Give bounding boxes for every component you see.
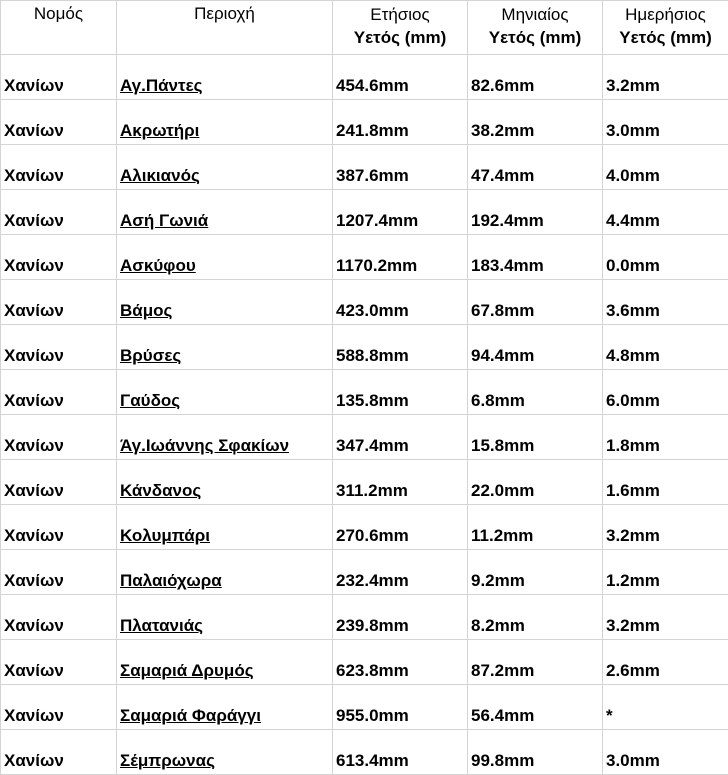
cell-etisios[interactable]: 423.0mm [333,280,468,325]
cell-etisios[interactable]: 270.6mm [333,505,468,550]
cell-nomos[interactable]: Χανίων [1,685,117,730]
cell-imerisios[interactable]: 1.2mm [603,550,728,595]
cell-etisios[interactable]: 232.4mm [333,550,468,595]
cell-miniaios[interactable]: 56.4mm [468,685,603,730]
cell-miniaios[interactable]: 6.8mm [468,370,603,415]
table-row [1,595,728,640]
cell-perioxi-link[interactable]: Αλικιανός [117,145,333,190]
header-imerisios[interactable]: Ημερήσιος [603,1,728,29]
cell-perioxi-link[interactable]: Αγ.Πάντες [117,55,333,100]
cell-imerisios[interactable]: 3.0mm [603,100,728,145]
cell-etisios[interactable]: 454.6mm [333,55,468,100]
cell-nomos[interactable]: Χανίων [1,595,117,640]
cell-perioxi-link[interactable]: Παλαιόχωρα [117,550,333,595]
cell-etisios[interactable]: 588.8mm [333,325,468,370]
cell-imerisios[interactable]: 6.0mm [603,370,728,415]
header-nomos[interactable]: Νομός [1,1,117,55]
cell-perioxi-link[interactable]: Σαμαριά Δρυμός [117,640,333,685]
cell-imerisios[interactable]: 4.4mm [603,190,728,235]
cell-nomos[interactable]: Χανίων [1,280,117,325]
cell-miniaios[interactable]: 94.4mm [468,325,603,370]
table-row [1,640,728,685]
cell-etisios[interactable]: 623.8mm [333,640,468,685]
cell-nomos[interactable]: Χανίων [1,190,117,235]
cell-etisios[interactable]: 347.4mm [333,415,468,460]
cell-perioxi-link[interactable]: Άγ.Ιωάννης Σφακίων [117,415,333,460]
cell-nomos[interactable]: Χανίων [1,550,117,595]
cell-nomos[interactable]: Χανίων [1,415,117,460]
table-row [1,415,728,460]
cell-nomos[interactable]: Χανίων [1,100,117,145]
cell-nomos[interactable]: Χανίων [1,460,117,505]
cell-etisios[interactable]: 311.2mm [333,460,468,505]
cell-perioxi-link[interactable]: Γαύδος [117,370,333,415]
table-row [1,460,728,505]
cell-nomos[interactable]: Χανίων [1,235,117,280]
table-row [1,235,728,280]
cell-imerisios[interactable]: 3.2mm [603,505,728,550]
table-row [1,55,728,100]
cell-miniaios[interactable]: 8.2mm [468,595,603,640]
table-row [1,550,728,595]
cell-imerisios[interactable]: 1.6mm [603,460,728,505]
cell-nomos[interactable]: Χανίων [1,325,117,370]
cell-nomos[interactable]: Χανίων [1,730,117,775]
header-miniaios-unit[interactable]: Υετός (mm) [468,28,603,55]
cell-imerisios[interactable]: 3.2mm [603,55,728,100]
cell-etisios[interactable]: 1207.4mm [333,190,468,235]
header-etisios[interactable]: Ετήσιος [333,1,468,29]
header-imerisios-unit[interactable]: Υετός (mm) [603,28,728,55]
header-etisios-unit[interactable]: Υετός (mm) [333,28,468,55]
cell-perioxi-link[interactable]: Πλατανιάς [117,595,333,640]
cell-nomos[interactable]: Χανίων [1,505,117,550]
cell-miniaios[interactable]: 87.2mm [468,640,603,685]
cell-miniaios[interactable]: 15.8mm [468,415,603,460]
cell-perioxi-link[interactable]: Κάνδανος [117,460,333,505]
cell-miniaios[interactable]: 82.6mm [468,55,603,100]
cell-imerisios[interactable]: 3.0mm [603,730,728,775]
cell-nomos[interactable]: Χανίων [1,55,117,100]
cell-perioxi-link[interactable]: Σαμαριά Φαράγγι [117,685,333,730]
header-miniaios[interactable]: Μηνιαίος [468,1,603,29]
cell-miniaios[interactable]: 47.4mm [468,145,603,190]
cell-etisios[interactable]: 955.0mm [333,685,468,730]
cell-miniaios[interactable]: 22.0mm [468,460,603,505]
cell-etisios[interactable]: 241.8mm [333,100,468,145]
cell-etisios[interactable]: 613.4mm [333,730,468,775]
cell-etisios[interactable]: 135.8mm [333,370,468,415]
table-row [1,505,728,550]
cell-miniaios[interactable]: 183.4mm [468,235,603,280]
cell-imerisios[interactable]: 3.6mm [603,280,728,325]
cell-etisios[interactable]: 387.6mm [333,145,468,190]
cell-perioxi-link[interactable]: Κολυμπάρι [117,505,333,550]
table-row [1,145,728,190]
cell-miniaios[interactable]: 38.2mm [468,100,603,145]
cell-perioxi-link[interactable]: Ακρωτήρι [117,100,333,145]
cell-imerisios[interactable]: 1.8mm [603,415,728,460]
cell-miniaios[interactable]: 9.2mm [468,550,603,595]
table-row [1,730,728,775]
cell-perioxi-link[interactable]: Σέμπρωνας [117,730,333,775]
table-row [1,685,728,730]
cell-imerisios[interactable]: 4.8mm [603,325,728,370]
table-row [1,190,728,235]
table-row [1,100,728,145]
cell-miniaios[interactable]: 67.8mm [468,280,603,325]
cell-perioxi-link[interactable]: Ασή Γωνιά [117,190,333,235]
table-header [1,1,728,55]
cell-miniaios[interactable]: 99.8mm [468,730,603,775]
cell-etisios[interactable]: 239.8mm [333,595,468,640]
cell-nomos[interactable]: Χανίων [1,370,117,415]
table-row [1,325,728,370]
table-row [1,370,728,415]
cell-nomos[interactable]: Χανίων [1,145,117,190]
cell-imerisios[interactable]: 2.6mm [603,640,728,685]
header-perioxi[interactable]: Περιοχή [117,1,333,55]
cell-miniaios[interactable]: 192.4mm [468,190,603,235]
cell-etisios[interactable]: 1170.2mm [333,235,468,280]
cell-imerisios[interactable]: 0.0mm [603,235,728,280]
cell-imerisios[interactable]: 3.2mm [603,595,728,640]
cell-imerisios[interactable]: 4.0mm [603,145,728,190]
cell-imerisios[interactable]: * [603,685,728,730]
cell-perioxi-link[interactable]: Ασκύφου [117,235,333,280]
table-row [1,280,728,325]
cell-miniaios[interactable]: 11.2mm [468,505,603,550]
cell-nomos[interactable]: Χανίων [1,640,117,685]
cell-perioxi-link[interactable]: Βάμος [117,280,333,325]
cell-perioxi-link[interactable]: Βρύσες [117,325,333,370]
table-body [1,55,728,775]
